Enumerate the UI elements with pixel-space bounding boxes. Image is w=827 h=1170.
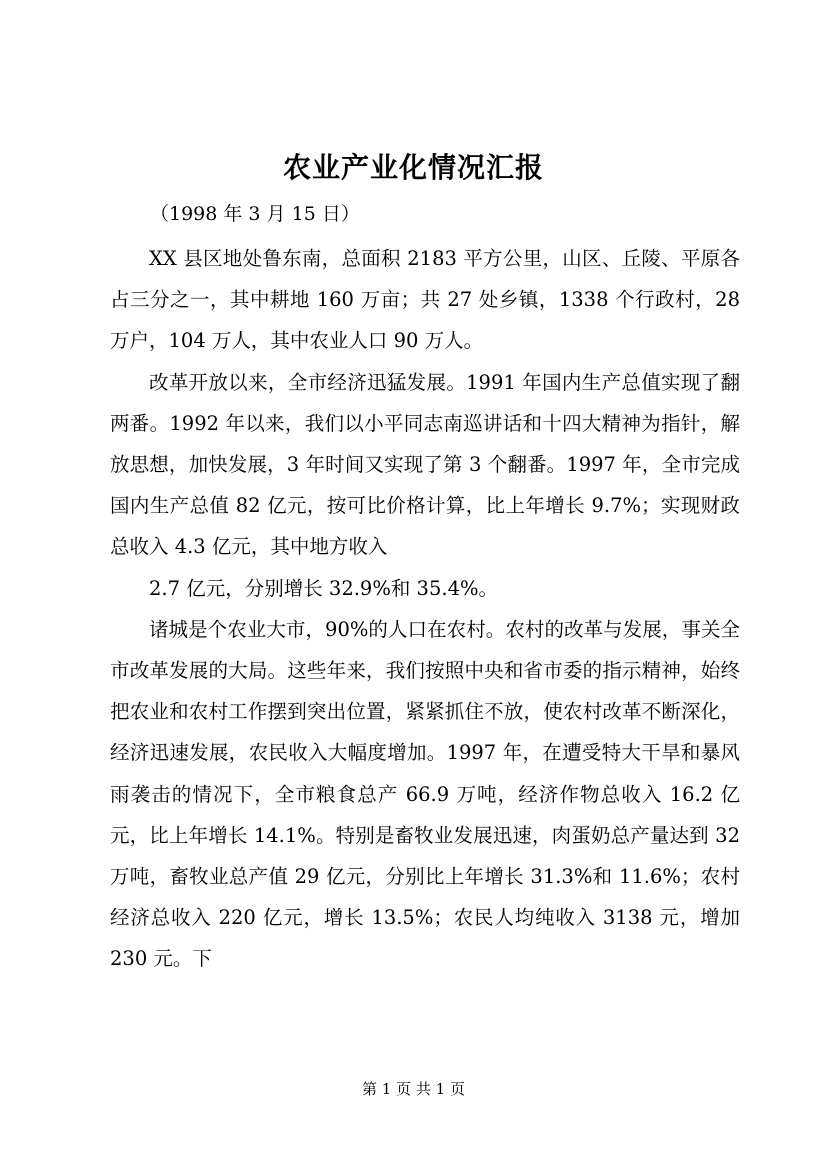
paragraph-growth: 2.7 亿元，分别增长 32.9%和 35.4%。: [149, 576, 499, 600]
paragraph-overview: XX 县区地处鲁东南，总面积 2183 平方公里，山区、丘陵、平原各占三分之一，其中耕地 160 万亩；共 27 处乡镇，1338 个行政村，28 万户，104 万人，其中农业人口 90 万人。: [110, 247, 740, 353]
document-body: [110, 238, 740, 980]
paragraph-economy: 改革开放以来，全市经济迅猛发展。1991 年国内生产总值实现了翻两番。1992 年以来，我们以小平同志南巡讲话和十四大精神为指针，解放思想，加快发展，3 年时间又实现了第 3 个翻番。1997 年，全市完成国内生产总值 82 亿元，按可比价格计算，比上年增长 9.7%；实现财政总收入 4.3 亿元，其中地方收入: [110, 370, 740, 559]
document-date: （1998 年 3 月 15 日）: [150, 203, 360, 225]
document-title: 农业产业化情况汇报: [282, 151, 544, 184]
page-footer: 第 1 页 共 1 页: [362, 1080, 465, 1098]
paragraph-agriculture: 诸城是个农业大市，90%的人口在农村。农村的改革与发展，事关全市改革发展的大局。这些年来，我们按照中央和省市委的指示精神，始终把农业和农村工作摆到突出位置，紧紧抓住不放，使农村改革不断深化，经济迅速发展，农民收入大幅度增加。1997 年，在遭受特大干旱和暴风雨袭击的情况下，全市粮食总产 66.9 万吨，经济作物总收入 16.2 亿元，比上年增长 14.1%。特别是畜牧业发展迅速，肉蛋奶总产量达到 32 万吨，畜牧业总产值 29 亿元，分别比上年增长 31.3%和 11.6%；农村经济总收入 220 亿元，增长 13.5%；农民人均纯收入 3138 元，增加 230 元。下: [110, 617, 740, 971]
